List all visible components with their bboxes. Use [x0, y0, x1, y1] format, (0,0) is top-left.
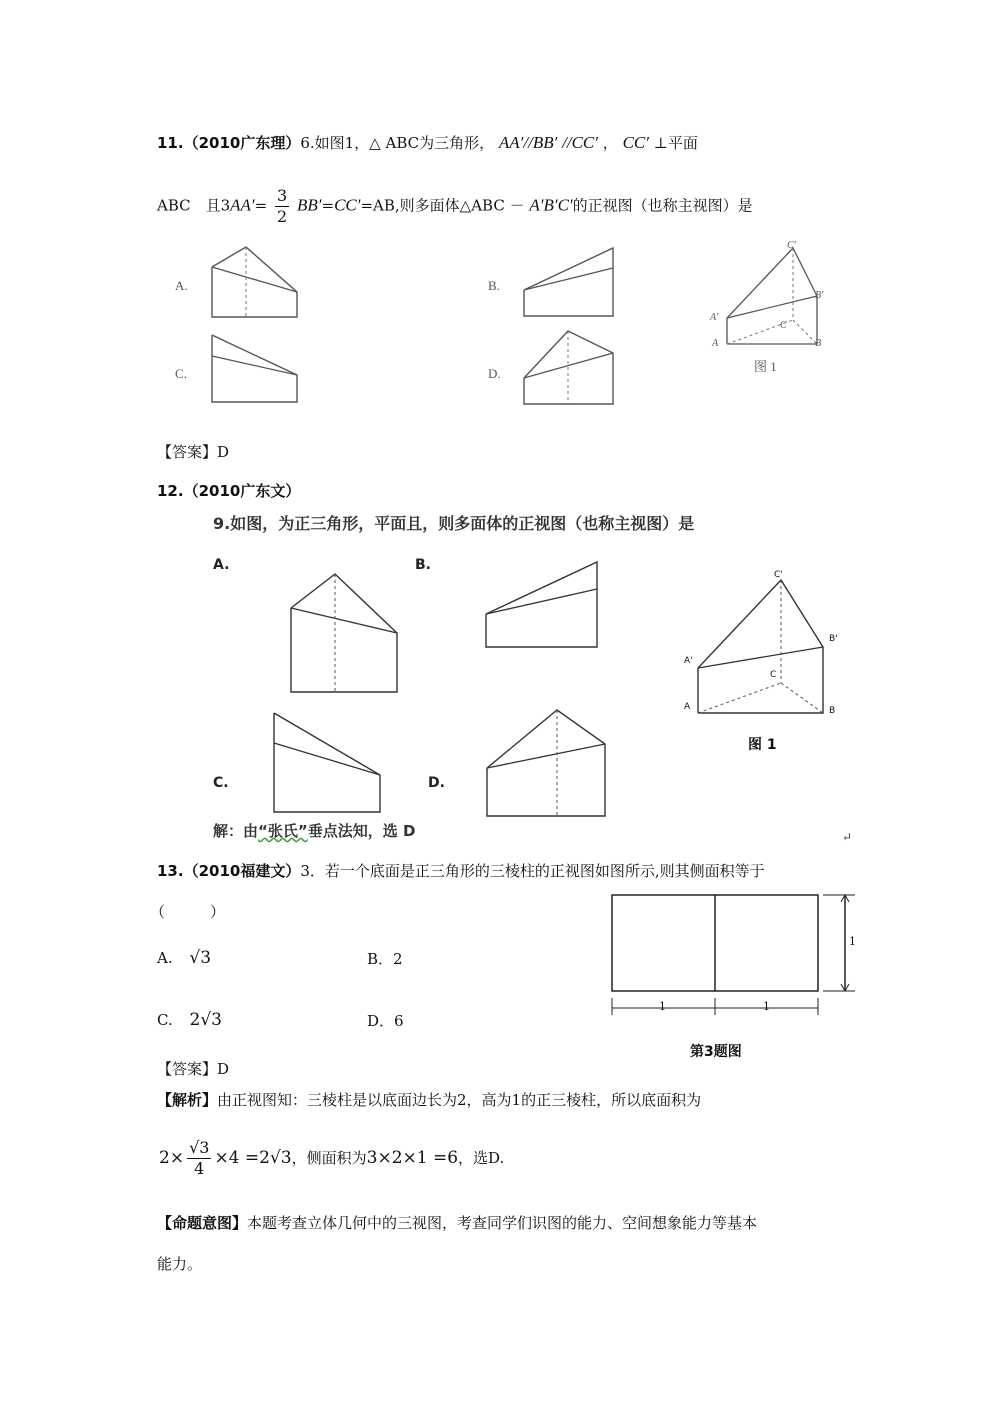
q11-option-c-figure: [205, 328, 305, 408]
q13-dim-bottom-left: 1: [659, 1000, 666, 1013]
q12-solution-quote: “张氏”: [258, 822, 308, 840]
q12-fig-point-a-prime: A': [684, 656, 693, 666]
q11-source: （2010广东理）: [183, 134, 301, 152]
q13-line1: [157, 860, 765, 881]
q11-line2: [157, 186, 753, 227]
q12-figure-caption: 图 1: [748, 737, 777, 753]
q13-intent: [157, 1212, 757, 1233]
q12-heading: [157, 480, 300, 501]
q13-formula-mid: ，侧面积为: [291, 1149, 367, 1167]
q13-analysis-label: 【解析】: [157, 1091, 218, 1109]
q13-option-b: B．2: [367, 950, 403, 968]
q12-fig-point-c: C: [770, 670, 777, 680]
q12-solution-suffix: 垂点法知，选 D: [307, 822, 416, 840]
q13-formula-right: ×4 =2√3: [214, 1148, 292, 1168]
q13-number: 13.: [157, 862, 184, 880]
q11-line2-end: 的正视图（也称主视图）是: [572, 196, 753, 215]
q12-solution: [213, 820, 415, 841]
q11-line1-end: ⊥平面: [653, 134, 698, 152]
q13-analysis-text: 由正视图知：三棱柱是以底面边长为2，高为1的正三棱柱，所以底面积为: [217, 1091, 702, 1109]
q11-fig-point-a: A: [712, 338, 719, 349]
q11-fig-point-a-prime: A′: [710, 312, 719, 323]
q13-dim-bottom-right: 1: [763, 1000, 770, 1013]
q12-number: 12.: [157, 482, 184, 500]
q11-line1-text: 6.如图1，△ ABC为三角形，: [300, 134, 495, 152]
q13-formula-left: 2×: [159, 1148, 185, 1168]
q11-line2-aa: AA′: [230, 195, 255, 215]
q13-formula-frac-num: √3: [189, 1138, 210, 1157]
q12-source: （2010广东文）: [183, 482, 301, 500]
q12-fig-point-b: B: [829, 706, 836, 716]
q12-fig-point-a: A: [684, 702, 691, 712]
q11-cc2: CC′: [622, 133, 649, 152]
q13-intent-line2: 能力。: [157, 1255, 203, 1273]
q11-option-a-label: A.: [175, 278, 188, 293]
q13-figure-caption: 第3题图: [690, 1044, 742, 1060]
q11-fig-point-c: C: [780, 320, 787, 331]
q13-option-a-label: A.: [157, 949, 173, 967]
q13-option-a: [157, 948, 211, 968]
q12-option-d-figure: [481, 706, 611, 821]
q11-frac-num: 3: [277, 186, 288, 205]
q12-option-b-figure: [480, 558, 605, 653]
q13-analysis: [157, 1089, 701, 1110]
q13-intent-text: 本题考查立体几何中的三视图，考查同学们识图的能力、空间想象能力等基本: [247, 1214, 758, 1232]
q11-option-d-figure: [518, 328, 623, 408]
q11-fig-point-b: B: [815, 338, 822, 349]
q11-bb: BB′: [532, 133, 558, 152]
q11-par2: //: [562, 133, 572, 152]
q13-formula-frac-den: 4: [194, 1159, 205, 1178]
q12-option-a-label: A.: [213, 557, 230, 573]
q11-aa: AA′: [498, 133, 524, 152]
q11-line2-abc: A′B′C′: [529, 195, 573, 215]
q13-formula: [159, 1138, 504, 1179]
q11-figure-caption: 图 1: [754, 359, 777, 374]
q12-solution-prefix: 解：由: [213, 822, 259, 840]
q11-comma: ，: [602, 134, 618, 152]
q12-fig-point-c-prime: C': [774, 570, 783, 580]
q12-option-d-label: D.: [428, 775, 445, 791]
q12-problem: 9.如图，为正三角形，平面且，则多面体的正视图（也称主视图）是: [213, 514, 695, 533]
q13-dim-height: 1: [849, 935, 856, 948]
q11-figure1: [705, 240, 835, 370]
q11-line2-start: ABC 且3: [157, 196, 231, 215]
q13-formula-end: ，选D.: [458, 1149, 505, 1167]
q11-answer: 【答案】D: [157, 443, 230, 461]
q12-option-b-label: B.: [415, 557, 431, 573]
q11-line2-eq: =: [254, 196, 268, 215]
q13-option-c: [157, 1010, 222, 1030]
q13-option-c-value: 2√3: [189, 1010, 222, 1030]
q11-option-d-label: D.: [488, 366, 501, 381]
q11-number: 11.: [157, 134, 184, 152]
q12-option-c-figure: [268, 708, 388, 818]
q13-formula-fraction: [187, 1138, 211, 1179]
q12-figure1: [690, 570, 830, 720]
q11-line2-bb: BB′: [296, 195, 322, 215]
q13-paren: （ ）: [150, 903, 226, 921]
q11-fraction: [275, 186, 289, 227]
q13-figure: [605, 890, 865, 1030]
q13-option-d: D．6: [367, 1012, 404, 1030]
q11-line2-mid: =AB,则多面体△ABC －: [360, 196, 525, 215]
q11-option-b-figure: [518, 240, 623, 320]
q13-source: （2010福建文）: [183, 862, 301, 880]
q11-cc: CC′: [571, 133, 598, 152]
q11-line2-cc: CC′: [334, 195, 361, 215]
q12-fig-point-b-prime: B': [829, 634, 838, 644]
q13-answer: 【答案】D: [157, 1060, 230, 1078]
q11-line2-eq2: =: [321, 196, 335, 215]
q11-fig-point-b-prime: B′: [815, 290, 824, 301]
q11-option-c-label: C.: [175, 366, 187, 381]
q13-intent-label: 【命题意图】: [157, 1214, 248, 1232]
q13-formula-side: 3×2×1 =6: [366, 1148, 459, 1168]
q13-problem: 3．若一个底面是正三角形的三棱柱的正视图如图所示,则其侧面积等于: [300, 862, 765, 880]
q13-option-a-value: √3: [189, 948, 212, 968]
q12-option-a-figure: [285, 570, 405, 700]
q11-fig-point-c-prime: C′: [787, 240, 796, 251]
q11-option-b-label: B.: [488, 278, 500, 293]
q11-frac-den: 2: [277, 207, 288, 226]
q13-option-c-label: C.: [157, 1011, 173, 1029]
q12-return-mark: ↵: [842, 830, 853, 844]
q11-option-a-figure: [205, 240, 305, 320]
q11-line1: [157, 132, 698, 153]
q11-par1: //: [523, 133, 533, 152]
q12-option-c-label: C.: [213, 775, 229, 791]
